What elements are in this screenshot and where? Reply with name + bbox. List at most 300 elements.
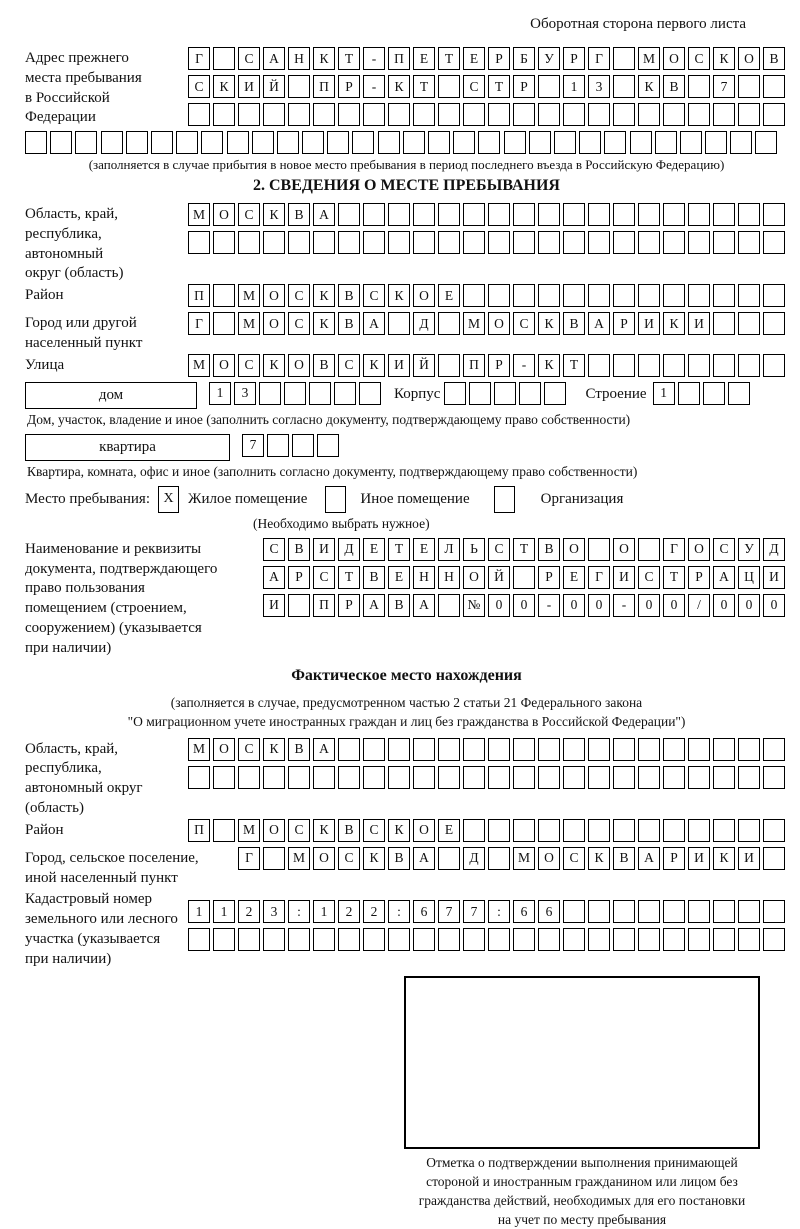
- char-box[interactable]: Т: [488, 75, 510, 98]
- char-box[interactable]: 7: [438, 900, 460, 923]
- char-box[interactable]: [513, 103, 535, 126]
- char-box[interactable]: [563, 900, 585, 923]
- char-box[interactable]: [513, 928, 535, 951]
- char-box[interactable]: [538, 928, 560, 951]
- char-box[interactable]: [763, 231, 785, 254]
- char-box[interactable]: К: [388, 75, 410, 98]
- char-box[interactable]: [738, 284, 760, 307]
- char-box[interactable]: [338, 231, 360, 254]
- char-box[interactable]: О: [413, 284, 435, 307]
- char-box[interactable]: [238, 766, 260, 789]
- char-box[interactable]: [201, 131, 223, 154]
- char-box[interactable]: [313, 231, 335, 254]
- char-box[interactable]: [763, 738, 785, 761]
- char-box[interactable]: В: [363, 566, 385, 589]
- char-box[interactable]: [252, 131, 274, 154]
- char-box[interactable]: [763, 766, 785, 789]
- char-box[interactable]: В: [288, 203, 310, 226]
- char-box[interactable]: [513, 766, 535, 789]
- char-box[interactable]: [613, 900, 635, 923]
- char-box[interactable]: [363, 738, 385, 761]
- char-box[interactable]: :: [288, 900, 310, 923]
- char-box[interactable]: Е: [563, 566, 585, 589]
- char-box[interactable]: [267, 434, 289, 457]
- char-box[interactable]: [513, 738, 535, 761]
- char-box[interactable]: М: [238, 284, 260, 307]
- char-box[interactable]: [688, 354, 710, 377]
- char-box[interactable]: 6: [413, 900, 435, 923]
- char-box[interactable]: Г: [238, 847, 260, 870]
- char-box[interactable]: К: [713, 47, 735, 70]
- char-box[interactable]: [613, 103, 635, 126]
- char-box[interactable]: Р: [538, 566, 560, 589]
- char-box[interactable]: [213, 819, 235, 842]
- char-box[interactable]: М: [288, 847, 310, 870]
- char-box[interactable]: Б: [513, 47, 535, 70]
- char-box[interactable]: [563, 738, 585, 761]
- char-box[interactable]: В: [338, 312, 360, 335]
- char-box[interactable]: Г: [588, 566, 610, 589]
- char-box[interactable]: [638, 738, 660, 761]
- char-box[interactable]: [738, 766, 760, 789]
- char-box[interactable]: [359, 382, 381, 405]
- char-box[interactable]: [488, 928, 510, 951]
- char-box[interactable]: К: [263, 738, 285, 761]
- char-box[interactable]: [513, 231, 535, 254]
- char-box[interactable]: Д: [763, 538, 785, 561]
- char-box[interactable]: [688, 231, 710, 254]
- char-box[interactable]: 0: [488, 594, 510, 617]
- char-box[interactable]: 2: [338, 900, 360, 923]
- char-box[interactable]: С: [688, 47, 710, 70]
- char-box[interactable]: В: [338, 284, 360, 307]
- char-box[interactable]: [413, 203, 435, 226]
- char-box[interactable]: [613, 766, 635, 789]
- char-box[interactable]: К: [263, 203, 285, 226]
- char-box[interactable]: [413, 231, 435, 254]
- char-box[interactable]: В: [538, 538, 560, 561]
- char-box[interactable]: Д: [413, 312, 435, 335]
- char-box[interactable]: 0: [763, 594, 785, 617]
- char-box[interactable]: 1: [188, 900, 210, 923]
- char-box[interactable]: Д: [463, 847, 485, 870]
- char-box[interactable]: [538, 766, 560, 789]
- char-box[interactable]: С: [338, 354, 360, 377]
- char-box[interactable]: П: [313, 594, 335, 617]
- char-box[interactable]: [313, 103, 335, 126]
- char-box[interactable]: О: [488, 312, 510, 335]
- char-box[interactable]: [463, 766, 485, 789]
- char-box[interactable]: [463, 819, 485, 842]
- char-box[interactable]: [680, 131, 702, 154]
- char-box[interactable]: О: [738, 47, 760, 70]
- char-box[interactable]: [238, 231, 260, 254]
- char-box[interactable]: [678, 382, 700, 405]
- char-box[interactable]: [50, 131, 72, 154]
- char-box[interactable]: [463, 284, 485, 307]
- char-box[interactable]: [388, 738, 410, 761]
- char-box[interactable]: [663, 900, 685, 923]
- char-box[interactable]: [688, 900, 710, 923]
- char-box[interactable]: [378, 131, 400, 154]
- char-box[interactable]: [588, 819, 610, 842]
- char-box[interactable]: [513, 566, 535, 589]
- char-box[interactable]: [352, 131, 374, 154]
- char-box[interactable]: М: [238, 819, 260, 842]
- char-box[interactable]: А: [313, 738, 335, 761]
- char-box[interactable]: Р: [513, 75, 535, 98]
- char-box[interactable]: [438, 312, 460, 335]
- char-box[interactable]: [213, 103, 235, 126]
- char-box[interactable]: [688, 738, 710, 761]
- char-box[interactable]: [613, 354, 635, 377]
- char-box[interactable]: №: [463, 594, 485, 617]
- char-box[interactable]: [638, 766, 660, 789]
- char-box[interactable]: [263, 928, 285, 951]
- char-box[interactable]: [388, 766, 410, 789]
- char-box[interactable]: П: [463, 354, 485, 377]
- char-box[interactable]: И: [238, 75, 260, 98]
- char-box[interactable]: В: [313, 354, 335, 377]
- char-box[interactable]: Д: [338, 538, 360, 561]
- char-box[interactable]: С: [463, 75, 485, 98]
- char-box[interactable]: [488, 284, 510, 307]
- char-box[interactable]: [263, 231, 285, 254]
- char-box[interactable]: Г: [588, 47, 610, 70]
- char-box[interactable]: [259, 382, 281, 405]
- char-box[interactable]: [488, 819, 510, 842]
- char-box[interactable]: Н: [288, 47, 310, 70]
- char-box[interactable]: [663, 354, 685, 377]
- char-box[interactable]: 1: [313, 900, 335, 923]
- char-box[interactable]: [713, 819, 735, 842]
- char-box[interactable]: Т: [663, 566, 685, 589]
- char-box[interactable]: М: [188, 354, 210, 377]
- char-box[interactable]: [613, 928, 635, 951]
- char-box[interactable]: [188, 766, 210, 789]
- char-box[interactable]: А: [588, 312, 610, 335]
- char-box[interactable]: [738, 231, 760, 254]
- char-box[interactable]: [438, 203, 460, 226]
- char-box[interactable]: [302, 131, 324, 154]
- char-box[interactable]: -: [613, 594, 635, 617]
- char-box[interactable]: [588, 103, 610, 126]
- char-box[interactable]: [529, 131, 551, 154]
- char-box[interactable]: [513, 819, 535, 842]
- char-box[interactable]: [488, 847, 510, 870]
- char-box[interactable]: [638, 284, 660, 307]
- char-box[interactable]: Г: [188, 47, 210, 70]
- char-box[interactable]: /: [688, 594, 710, 617]
- apartment-field-box[interactable]: квартира: [25, 434, 230, 461]
- char-box[interactable]: Е: [388, 566, 410, 589]
- char-box[interactable]: Й: [413, 354, 435, 377]
- char-box[interactable]: [101, 131, 123, 154]
- char-box[interactable]: [463, 103, 485, 126]
- house-field-box[interactable]: дом: [25, 382, 197, 409]
- char-box[interactable]: [630, 131, 652, 154]
- char-box[interactable]: О: [313, 847, 335, 870]
- char-box[interactable]: [338, 103, 360, 126]
- char-box[interactable]: П: [313, 75, 335, 98]
- char-box[interactable]: [763, 312, 785, 335]
- char-box[interactable]: Р: [488, 47, 510, 70]
- char-box[interactable]: [488, 231, 510, 254]
- char-box[interactable]: [388, 231, 410, 254]
- char-box[interactable]: 3: [263, 900, 285, 923]
- char-box[interactable]: К: [313, 47, 335, 70]
- char-box[interactable]: О: [688, 538, 710, 561]
- char-box[interactable]: [363, 203, 385, 226]
- char-box[interactable]: [126, 131, 148, 154]
- char-box[interactable]: [705, 131, 727, 154]
- char-box[interactable]: О: [263, 312, 285, 335]
- char-box[interactable]: :: [488, 900, 510, 923]
- char-box[interactable]: 1: [563, 75, 585, 98]
- char-box[interactable]: И: [263, 594, 285, 617]
- char-box[interactable]: [638, 103, 660, 126]
- char-box[interactable]: В: [613, 847, 635, 870]
- char-box[interactable]: [563, 231, 585, 254]
- char-box[interactable]: С: [238, 47, 260, 70]
- char-box[interactable]: [388, 203, 410, 226]
- char-box[interactable]: -: [363, 47, 385, 70]
- char-box[interactable]: [363, 103, 385, 126]
- char-box[interactable]: [713, 354, 735, 377]
- char-box[interactable]: :: [388, 900, 410, 923]
- char-box[interactable]: [478, 131, 500, 154]
- char-box[interactable]: [588, 538, 610, 561]
- char-box[interactable]: П: [188, 819, 210, 842]
- char-box[interactable]: [438, 928, 460, 951]
- char-box[interactable]: Г: [188, 312, 210, 335]
- char-box[interactable]: О: [463, 566, 485, 589]
- char-box[interactable]: Е: [363, 538, 385, 561]
- char-box[interactable]: О: [613, 538, 635, 561]
- char-box[interactable]: [588, 900, 610, 923]
- char-box[interactable]: [638, 354, 660, 377]
- other-premises-checkbox[interactable]: [325, 486, 346, 513]
- char-box[interactable]: [663, 103, 685, 126]
- char-box[interactable]: [151, 131, 173, 154]
- char-box[interactable]: [763, 103, 785, 126]
- char-box[interactable]: К: [313, 819, 335, 842]
- char-box[interactable]: [613, 231, 635, 254]
- char-box[interactable]: [438, 231, 460, 254]
- char-box[interactable]: Е: [438, 284, 460, 307]
- char-box[interactable]: [613, 203, 635, 226]
- char-box[interactable]: [713, 928, 735, 951]
- char-box[interactable]: Т: [563, 354, 585, 377]
- char-box[interactable]: [663, 231, 685, 254]
- char-box[interactable]: Т: [388, 538, 410, 561]
- char-box[interactable]: [292, 434, 314, 457]
- char-box[interactable]: [763, 284, 785, 307]
- char-box[interactable]: [538, 231, 560, 254]
- char-box[interactable]: [563, 203, 585, 226]
- char-box[interactable]: [488, 738, 510, 761]
- char-box[interactable]: Т: [338, 566, 360, 589]
- char-box[interactable]: [75, 131, 97, 154]
- char-box[interactable]: [713, 284, 735, 307]
- char-box[interactable]: 7: [463, 900, 485, 923]
- char-box[interactable]: [238, 928, 260, 951]
- char-box[interactable]: [453, 131, 475, 154]
- char-box[interactable]: [488, 766, 510, 789]
- residential-checkbox[interactable]: X: [158, 486, 179, 513]
- char-box[interactable]: [738, 354, 760, 377]
- char-box[interactable]: [488, 103, 510, 126]
- char-box[interactable]: [579, 131, 601, 154]
- char-box[interactable]: [688, 203, 710, 226]
- char-box[interactable]: [663, 203, 685, 226]
- char-box[interactable]: О: [538, 847, 560, 870]
- char-box[interactable]: А: [263, 566, 285, 589]
- char-box[interactable]: [738, 819, 760, 842]
- char-box[interactable]: Й: [263, 75, 285, 98]
- char-box[interactable]: [413, 738, 435, 761]
- char-box[interactable]: С: [513, 312, 535, 335]
- char-box[interactable]: [213, 47, 235, 70]
- char-box[interactable]: [588, 231, 610, 254]
- char-box[interactable]: [738, 738, 760, 761]
- char-box[interactable]: [638, 900, 660, 923]
- char-box[interactable]: И: [688, 312, 710, 335]
- char-box[interactable]: Р: [338, 594, 360, 617]
- char-box[interactable]: Ц: [738, 566, 760, 589]
- char-box[interactable]: К: [588, 847, 610, 870]
- char-box[interactable]: О: [263, 284, 285, 307]
- char-box[interactable]: [688, 284, 710, 307]
- char-box[interactable]: С: [288, 312, 310, 335]
- char-box[interactable]: О: [213, 354, 235, 377]
- char-box[interactable]: И: [638, 312, 660, 335]
- char-box[interactable]: [713, 312, 735, 335]
- char-box[interactable]: А: [363, 594, 385, 617]
- char-box[interactable]: С: [563, 847, 585, 870]
- char-box[interactable]: [713, 203, 735, 226]
- char-box[interactable]: 6: [513, 900, 535, 923]
- char-box[interactable]: [309, 382, 331, 405]
- char-box[interactable]: [513, 284, 535, 307]
- char-box[interactable]: Й: [488, 566, 510, 589]
- char-box[interactable]: [238, 103, 260, 126]
- char-box[interactable]: [728, 382, 750, 405]
- char-box[interactable]: [488, 203, 510, 226]
- char-box[interactable]: М: [463, 312, 485, 335]
- char-box[interactable]: О: [213, 203, 235, 226]
- char-box[interactable]: [588, 738, 610, 761]
- char-box[interactable]: В: [288, 538, 310, 561]
- char-box[interactable]: О: [263, 819, 285, 842]
- char-box[interactable]: К: [263, 354, 285, 377]
- char-box[interactable]: В: [663, 75, 685, 98]
- char-box[interactable]: К: [538, 354, 560, 377]
- char-box[interactable]: Р: [563, 47, 585, 70]
- char-box[interactable]: В: [388, 847, 410, 870]
- char-box[interactable]: О: [213, 738, 235, 761]
- char-box[interactable]: Т: [438, 47, 460, 70]
- char-box[interactable]: [313, 766, 335, 789]
- char-box[interactable]: [338, 928, 360, 951]
- char-box[interactable]: [463, 928, 485, 951]
- char-box[interactable]: [327, 131, 349, 154]
- char-box[interactable]: [688, 75, 710, 98]
- char-box[interactable]: А: [363, 312, 385, 335]
- char-box[interactable]: [176, 131, 198, 154]
- char-box[interactable]: [763, 354, 785, 377]
- char-box[interactable]: С: [238, 354, 260, 377]
- char-box[interactable]: [363, 928, 385, 951]
- char-box[interactable]: И: [763, 566, 785, 589]
- char-box[interactable]: 6: [538, 900, 560, 923]
- char-box[interactable]: С: [638, 566, 660, 589]
- char-box[interactable]: [713, 900, 735, 923]
- char-box[interactable]: [213, 766, 235, 789]
- char-box[interactable]: [263, 766, 285, 789]
- char-box[interactable]: [213, 928, 235, 951]
- char-box[interactable]: В: [388, 594, 410, 617]
- char-box[interactable]: Ь: [463, 538, 485, 561]
- char-box[interactable]: И: [388, 354, 410, 377]
- char-box[interactable]: К: [663, 312, 685, 335]
- char-box[interactable]: [263, 847, 285, 870]
- char-box[interactable]: [688, 766, 710, 789]
- char-box[interactable]: М: [238, 312, 260, 335]
- char-box[interactable]: С: [238, 203, 260, 226]
- char-box[interactable]: И: [613, 566, 635, 589]
- char-box[interactable]: [463, 203, 485, 226]
- char-box[interactable]: 2: [363, 900, 385, 923]
- char-box[interactable]: 7: [713, 75, 735, 98]
- char-box[interactable]: [563, 819, 585, 842]
- char-box[interactable]: [438, 766, 460, 789]
- char-box[interactable]: А: [263, 47, 285, 70]
- char-box[interactable]: И: [688, 847, 710, 870]
- char-box[interactable]: [613, 75, 635, 98]
- char-box[interactable]: 2: [238, 900, 260, 923]
- char-box[interactable]: [504, 131, 526, 154]
- char-box[interactable]: [413, 766, 435, 789]
- char-box[interactable]: 1: [653, 382, 675, 405]
- char-box[interactable]: С: [363, 819, 385, 842]
- char-box[interactable]: [413, 103, 435, 126]
- char-box[interactable]: [703, 382, 725, 405]
- char-box[interactable]: [563, 928, 585, 951]
- char-box[interactable]: [538, 819, 560, 842]
- char-box[interactable]: [494, 382, 516, 405]
- char-box[interactable]: В: [288, 738, 310, 761]
- char-box[interactable]: [663, 928, 685, 951]
- char-box[interactable]: [438, 594, 460, 617]
- char-box[interactable]: Т: [338, 47, 360, 70]
- char-box[interactable]: [444, 382, 466, 405]
- char-box[interactable]: [538, 284, 560, 307]
- char-box[interactable]: А: [713, 566, 735, 589]
- char-box[interactable]: [188, 231, 210, 254]
- char-box[interactable]: [338, 738, 360, 761]
- char-box[interactable]: [519, 382, 541, 405]
- char-box[interactable]: 0: [563, 594, 585, 617]
- char-box[interactable]: [334, 382, 356, 405]
- char-box[interactable]: [227, 131, 249, 154]
- char-box[interactable]: [688, 819, 710, 842]
- char-box[interactable]: [763, 847, 785, 870]
- char-box[interactable]: [688, 103, 710, 126]
- char-box[interactable]: [277, 131, 299, 154]
- char-box[interactable]: [438, 738, 460, 761]
- char-box[interactable]: [663, 819, 685, 842]
